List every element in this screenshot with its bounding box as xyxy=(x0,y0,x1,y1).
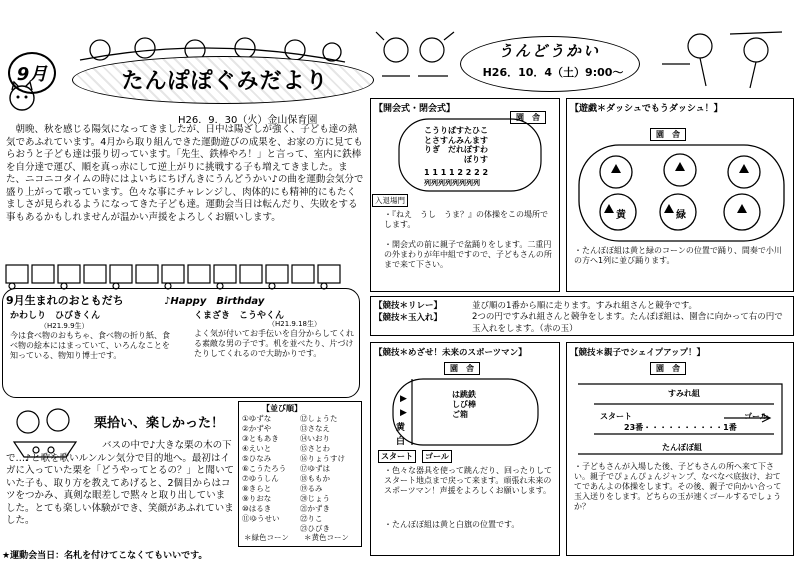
ceremony-text1: ・『ねえ うし うま？』の体操をこの場所でします。 xyxy=(384,210,548,229)
narabi-item: ㉑かずき xyxy=(300,504,330,513)
narabi-item: ㉓ひびき xyxy=(300,524,330,533)
child2-text: よく気が付いてお手伝いを自分からしてくれる素敵な男の子です。机を並べたり、片づけたりしてくれるので大助かりです。 xyxy=(194,329,354,358)
sports-day-date: H26．10．4（土）9:00～ xyxy=(482,66,624,79)
shape-text: ・子どもさんが入場した後、子どもさんの所へ来て下さい。親子でぴょんぴょんジャンプ、なべなべ底抜け、おててであんよの体操をします。その後、親子で向かい合って玉入送りをします。どちらの玉が速くゴールするでしょうか？ xyxy=(574,462,782,511)
child2-date: （H21.9.18生） xyxy=(268,320,321,328)
ceremony-nums: 1 1 1 1 2 2 2 2 xyxy=(424,168,489,177)
narabi-item: ①ゆずな xyxy=(242,414,272,423)
mezase-white: 白 xyxy=(396,437,406,447)
shape-start: スタート xyxy=(600,412,632,421)
mezase-items: は跳鉄 しび棒 ご箱 xyxy=(452,390,476,419)
narabi-item: ⑮さとわ xyxy=(300,444,330,453)
narabi-item: ⑲るみ xyxy=(300,484,323,493)
shape-heading: 【競技＊親子でシェイプアップ！】 xyxy=(570,348,705,358)
ceremony-stage: 園 舎 xyxy=(510,111,546,124)
footer-note: ★運動会当日：名札を付けてこなくてもいいです。 xyxy=(2,551,208,561)
narabi-item: ⑳じょう xyxy=(300,494,330,503)
ceremony-retsu: 列列列列列列列列 xyxy=(424,179,480,187)
train-illustration xyxy=(2,259,362,291)
date-line: H26．9．30（火）金山保育園 xyxy=(178,115,318,126)
yugi-cone-1 xyxy=(611,164,621,173)
yugi-green-label: 緑 xyxy=(676,210,686,221)
birthday-heading: 9月生まれのおともだち xyxy=(6,294,124,307)
mezase-text1: ・色々な器具を使って跳んだり、回ったりしてスタート地点まで戻って来ます。頑張れ未来のスポーツマン！声援をよろしくお願いします。 xyxy=(384,466,552,495)
sports-day-title: うんどうかい xyxy=(497,42,600,60)
narabi-item: ③ともあき xyxy=(242,434,279,443)
ceremony-row: ぼりす xyxy=(424,154,488,164)
narabi-item: ⑭いおり xyxy=(300,434,330,443)
tamaire-label: 【競技＊玉入れ】 xyxy=(374,313,443,323)
intro-text: 朝晩、秋を感じる陽気になってきましたが、日中は陽ざしが強く、子ども達の熱気であふれています。4月から取り組んできた運動遊びの成果を、お家の方に見てもらおうと子ども達は張り切っています。「先生、鉄棒やろ！」と言って、室内に鉄棒を自分達で運び、順を真っ赤にして逆上がりに挑戦する子も増えてきました。また、ニコニコタイムの時にはよいちにちげんきにうんどうかい♪の曲を運動会気分で盛り上がって歌っています。色々な事にチャレンジし、肉体的にも精神的にもたくましさが見られるようになってきた子ども達。運動会当日は転んだり、失敗をする事もあるかもしれませんが温かい声援をよろしくお願いします。 xyxy=(6,124,364,223)
entrance-gate: 入退場門 xyxy=(372,194,408,207)
yugi-heading: 【遊戯＊ダッシュでもうダッシュ！】 xyxy=(570,104,723,114)
narabi-heading: 【並び順】 xyxy=(262,404,302,413)
mezase-start: スタート xyxy=(378,450,416,463)
yugi-cone-3 xyxy=(739,164,749,173)
relay-label: 【競技＊リレー】 xyxy=(374,301,443,311)
narabi-item: ⑬さなえ xyxy=(300,424,330,433)
ceremony-row: りぎ だれぽすわ xyxy=(424,145,488,154)
yugi-text: ・たんぽぽ組は黄と緑のコーンの位置で踊り、間奏で小川の方へ1列に並び踊ります。 xyxy=(574,246,782,265)
shape-tanpopo: たんぽぽ組 xyxy=(662,443,702,452)
mezase-stage: 園 舎 xyxy=(444,362,480,375)
narabi-item: ⑨りおな xyxy=(242,494,272,503)
yugi-stage: 園 舎 xyxy=(650,128,686,141)
child1-date: （H21.9.9生） xyxy=(40,322,89,330)
yugi-yellow-label: 黄 xyxy=(616,210,626,221)
yugi-cone-6 xyxy=(737,204,747,213)
mezase-heading: 【競技＊めざせ！未来のスポーツマン】 xyxy=(374,348,527,358)
narabi-item: ⑥こうたろう xyxy=(242,464,287,473)
child2-name: くまざき こうやくん xyxy=(194,311,285,321)
runner-illustration xyxy=(660,24,790,94)
shape-order: 23番・・・・・・・・・・1番 xyxy=(624,423,737,432)
mezase-yellow: 黄 xyxy=(396,423,406,433)
cat-illustration xyxy=(2,78,42,118)
narabi-item: ⑤ひなみ xyxy=(242,454,272,463)
shape-stage: 園 舎 xyxy=(650,362,686,375)
tamaire-text: 2つの円ですみれ組さんと競争をします。たんぽぽ組は、園舎に向かって右の円で玉入れをします。（赤の玉） xyxy=(472,312,783,334)
flag-icon: ▶ xyxy=(400,394,407,404)
narabi-item: ⑫しょうた xyxy=(300,414,338,423)
page-title: たんぽぽぐみだより xyxy=(121,69,329,94)
yugi-cone-green xyxy=(664,204,674,213)
narabi-item: ⑱ももか xyxy=(300,474,330,483)
ceremony-heading: 【開会式・閉会式】 xyxy=(374,104,456,114)
flag-icon: ▶ xyxy=(400,408,407,418)
relay-text: 並び順の1番から順に走ります。すみれ組さんと競争です。 xyxy=(472,301,698,311)
narabi-item: ⑰ゆずは xyxy=(300,464,330,473)
mezase-text2: ・たんぽぽ組は黄と白旗の位置です。 xyxy=(384,520,520,529)
narabi-note-yellow: ＊黄色コーン xyxy=(304,533,349,542)
narabi-item: ④えいと xyxy=(242,444,272,453)
shape-goal: ゴール xyxy=(744,412,768,421)
chestnut-text: バスの中で♪大きな栗の木の下で…♪と歌を歌いルンルン気分で目的地へ。最初はイガに入っていた栗を「どうやってとるの？」と聞いていた子も、取り方を教えてあげると、2個目からはコツをつかみ、真剣な眼差しで黙々と取り出していました。とても楽しい体験ができ、笑顔があふれていました。 xyxy=(6,440,235,526)
ceremony-row: こうりばすたひこ xyxy=(424,126,488,135)
narabi-col1 xyxy=(242,414,286,524)
narabi-item: ⑧きらと xyxy=(242,484,272,493)
cheering-kids-illustration xyxy=(372,26,462,86)
ceremony-text2: ・開会式の前に親子で盆踊りをします。二重円の外まわりが年中組ですので、子どもさんの所まで来て下さい。 xyxy=(384,240,552,269)
chestnut-title: 栗拾い、楽しかった！ xyxy=(94,416,225,431)
narabi-item: ②かずや xyxy=(242,424,272,433)
yugi-field xyxy=(578,144,788,244)
child1-name: かわしり ひびきくん xyxy=(10,311,101,321)
month-badge: 9月 xyxy=(8,52,56,94)
narabi-item: ⑯りょうすけ xyxy=(300,454,345,463)
yugi-cone-2 xyxy=(675,162,685,171)
yugi-cone-yellow xyxy=(604,204,614,213)
ceremony-row: とさすんみんます xyxy=(424,135,488,145)
narabi-item: ㉒りこ xyxy=(300,514,323,523)
narabi-col2 xyxy=(300,414,345,534)
ceremony-rows xyxy=(424,126,488,164)
child1-text: 今は食べ物のおもちゃ、食べ物の折り紙、食べ物の絵本にはまっていて、いろんなことを知っている、物知り博士です。 xyxy=(10,331,170,360)
narabi-note-green: ＊緑色コーン xyxy=(244,533,289,542)
narabi-item: ⑦ゆうしん xyxy=(242,474,279,483)
shape-sumire: すみれ組 xyxy=(668,389,700,398)
mezase-goal: ゴール xyxy=(422,450,452,463)
narabi-item: ⑩はるき xyxy=(242,504,272,513)
narabi-item: ⑪ゆうせい xyxy=(242,514,280,523)
happy-birthday: ♪Happy Birthday xyxy=(164,296,265,307)
